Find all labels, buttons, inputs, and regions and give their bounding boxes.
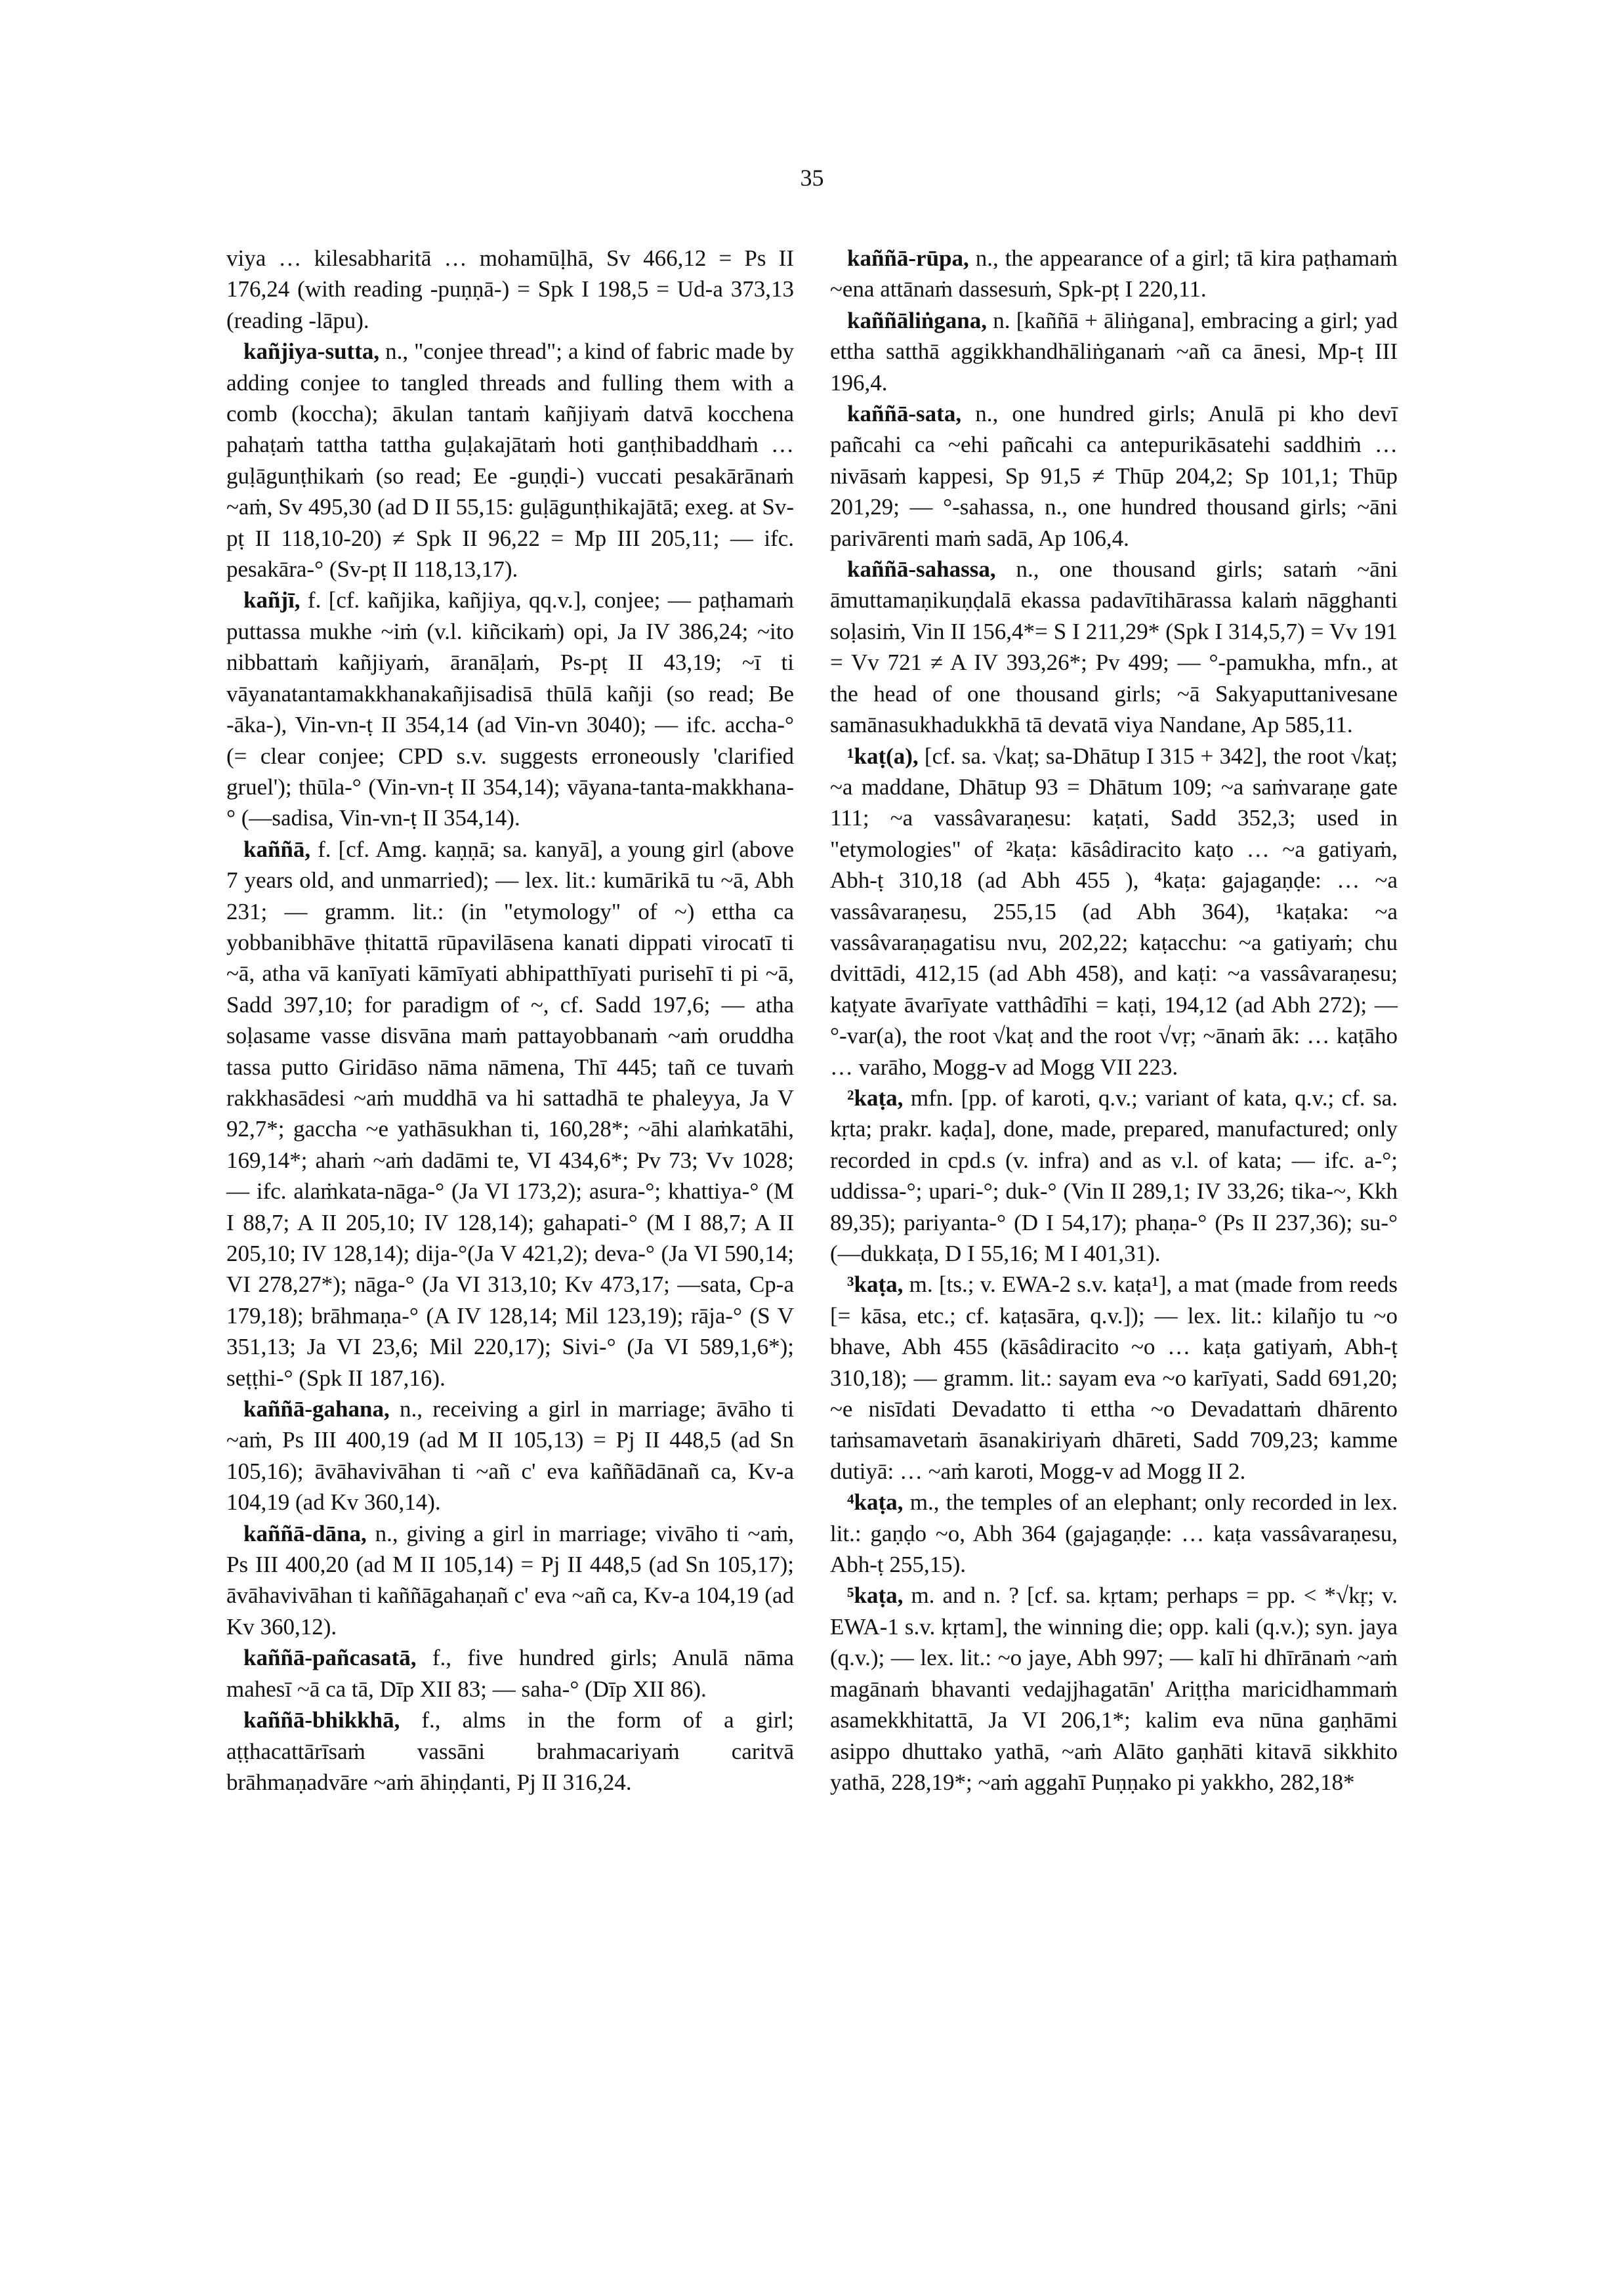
- entry-text: m. and n. ? [cf. sa. kṛtam; perhaps = pp. < *√kṛ; v. EWA-1 s.v. kṛtam], the winning die; opp. kali (q.v.); syn. jaya (q.v.); — lex. lit.: ~o jaye, Abh 997; — kalī hi dhīrānaṁ ~aṁ magānaṁ bhavanti vedajjhagatān' Ariṭṭha maricidhammaṁ asamekkhitattā, Ja VI 206,1*; kalim eva nūna gaṇhāmi asippo dhuttako yathā, ~aṁ Alāto gaṇhāti kitavā sikkhito yathā, 228,19*; ~aṁ aggahī Puṇṇako pi yakkho, 282,18*: [830, 1582, 1398, 1795]
- dictionary-entry: [830, 1487, 1398, 1580]
- entry-headword: ³kaṭa,: [847, 1272, 904, 1298]
- entry-text: n., one hundred girls; Anulā pi kho devī pañcahi ca ~ehi pañcahi ca antepurikāsatehi saddhiṁ … nivāsaṁ kappesi, Sp 91,5 ≠ Thūp 204,2; Sp 101,1; Thūp 201,29; — °-sahassa, n., one hundred thousand girls; ~āni parivārenti maṁ sadā, Ap 106,4.: [830, 401, 1398, 551]
- dictionary-entry: [830, 1083, 1398, 1269]
- entry-headword: ⁵kaṭa,: [847, 1582, 904, 1609]
- entry-headword: kaññā-sata,: [847, 401, 962, 427]
- dictionary-entry: [226, 1518, 794, 1643]
- left-column: [226, 243, 794, 1798]
- entry-headword: ⁴kaṭa,: [847, 1489, 904, 1516]
- dictionary-entry: [226, 1394, 794, 1518]
- entry-text: f. [cf. kañjika, kañjiya, qq.v.], conjee; — paṭhamaṁ puttassa mukhe ~iṁ (v.l. kiñcikaṁ) opi, Ja IV 386,24; ~ito nibbattaṁ kañjiyaṁ, āranāḷaṁ, Ps-pṭ II 43,19; ~ī ti vāyanatantamakkhanakañjisadisā thūlā kañji (so read; Be -āka-), Vin-vn-ṭ II 354,14 (ad Vin-vn 3040); — ifc. accha-° (= clear conjee; CPD s.v. suggests erroneously 'clarified gruel'); thūla-° (Vin-vn-ṭ II 354,14); vāyana-tanta-makkhana-° (—sadisa, Vin-vn-ṭ II 354,14).: [226, 587, 794, 831]
- dictionary-entry: [226, 336, 794, 585]
- entry-headword: kaññāliṅgana,: [847, 307, 988, 333]
- entry-text: n., "conjee thread"; a kind of fabric made by adding conjee to tangled threads and fulling them with a comb (koccha); ākulan tantaṁ kañjiyaṁ datvā kocchena pahaṭaṁ tattha tattha guḷakajātaṁ hoti ganṭhibaddhaṁ … guḷāgunṭhikaṁ (so read; Ee -guṇḍi-) vuccati pesakārānaṁ ~aṁ, Sv 495,30 (ad D II 55,15: guḷāgunṭhikajātā; exeg. at Sv-pṭ II 118,10-20) ≠ Spk II 96,22 = Mp III 205,11; — ifc. pesakāra-° (Sv-pṭ II 118,13,17).: [226, 339, 794, 583]
- dictionary-entry: [226, 585, 794, 833]
- entry-text: m., the temples of an elephant; only recorded in lex. lit.: gaṇḍo ~o, Abh 364 (gajagaṇḍe: … kaṭa vassâvaraṇesu, Abh-ṭ 255,15).: [830, 1489, 1398, 1578]
- entry-text: f., five hundred girls; Anulā nāma mahesī ~ā ca tā, Dīp XII 83; — saha-° (Dīp XII 86).: [226, 1645, 794, 1702]
- dictionary-entry: [226, 834, 794, 1394]
- entry-text: viya … kilesabharitā … mohamūḷhā, Sv 466,12 = Ps II 176,24 (with reading -puṇṇā-) = Spk I 198,5 = Ud-a 373,13 (reading -lāpu).: [226, 245, 794, 333]
- entry-text: n., one thousand girls; sataṁ ~āni āmuttamaṇikuṇḍalā ekassa padavītihārassa kalaṁ nāgghanti soḷasiṁ, Vin II 156,4*= S I 211,29* (Spk I 314,5,7) = Vv 191 = Vv 721 ≠ A IV 393,26*; Pv 499; — °-pamukha, mfn., at the head of one thousand girls; ~ā Sakyaputtanivesane samānasukhadukkhā tā devatā viya Nandane, Ap 585,11.: [830, 556, 1398, 738]
- entry-headword: kaññā-sahassa,: [847, 556, 996, 583]
- entry-text: n., the appearance of a girl; tā kira paṭhamaṁ ~ena attānaṁ dassesuṁ, Spk-pṭ I 220,11.: [830, 245, 1398, 302]
- entry-headword: kaññā-rūpa,: [847, 245, 969, 271]
- entry-text: mfn. [pp. of karoti, q.v.; variant of kata, q.v.; cf. sa. kṛta; prakr. kaḍa], done, made, prepared, manufactured; only recorded in cpd.s (v. infra) and as v.l. of kata; — ifc. a-°; uddissa-°; upari-°; duk-° (Vin II 289,1; IV 33,26; tika-~, Kkh 89,35); pariyanta-° (D I 54,17); phaṇa-° (Ps II 237,36); su-° (—dukkaṭa, D I 55,16; M I 401,31).: [830, 1085, 1398, 1266]
- dictionary-entry: [226, 1705, 794, 1798]
- dictionary-entry: [830, 1269, 1398, 1487]
- entry-text: n., receiving a girl in marriage; āvāho ti ~aṁ, Ps III 400,19 (ad M II 105,13) = Pj II 448,5 (ad Sn 105,16); āvāhavivāhan ti ~añ c' eva kaññādānañ ca, Kv-a 104,19 (ad Kv 360,14).: [226, 1396, 794, 1516]
- entry-headword: kañjī,: [243, 587, 301, 613]
- entry-headword: kaññā-gahana,: [243, 1396, 390, 1422]
- dictionary-entry: [226, 1642, 794, 1705]
- dictionary-entry: [830, 398, 1398, 554]
- entry-headword: kaññā-pañcasatā,: [243, 1645, 417, 1671]
- entry-text: n. [kaññā + āliṅgana], embracing a girl; yad ettha satthā aggikkhandhāliṅganaṁ ~añ ca ānesi, Mp-ṭ III 196,4.: [830, 307, 1398, 396]
- entry-text: m. [ts.; v. EWA-2 s.v. kaṭa¹], a mat (made from reeds [= kāsa, etc.; cf. kaṭasāra, q.v.]); — lex. lit.: kilañjo tu ~o bhave, Abh 455 (kāsâdiracito ~o … kaṭa gatiyaṁ, Abh-ṭ 310,18); — gramm. lit.: sayam eva ~o karīyati, Sadd 691,20; ~e nisīdati Devadatto ti ettha ~o Devadattaṁ dhārento taṁsamavetaṁ āsanakiriyaṁ dhāreti, Sadd 709,23; kamme dutiyā: … ~aṁ karoti, Mogg-v ad Mogg II 2.: [830, 1272, 1398, 1484]
- dictionary-entry: [830, 1580, 1398, 1798]
- entry-text: n., giving a girl in marriage; vivāho ti ~aṁ, Ps III 400,20 (ad M II 105,14) = Pj II 448,5 (ad Sn 105,17); āvāhavivāhan ti kaññāgahaṇañ c' eva ~añ ca, Kv-a 104,19 (ad Kv 360,12).: [226, 1520, 794, 1640]
- entry-headword: ²kaṭa,: [847, 1085, 904, 1111]
- entry-headword: ¹kaṭ(a),: [847, 743, 919, 769]
- page-number: 35: [800, 165, 824, 191]
- entry-text: f. [cf. Amg. kaṇṇā; sa. kanyā], a young girl (above 7 years old, and unmarried); — lex. lit.: kumārikā tu ~ā, Abh 231; — gramm. lit.: (in "etymology" of ~) ettha ca yobbanibhāve ṭhitattā rūpavilāsena kanati dippati virocatī ti ~ā, atha vā kanīyati kāmīyati abhipatthīyati purisehī ti pi ~ā, Sadd 397,10; for paradigm of ~, cf. Sadd 197,6; — atha soḷasame vasse disvāna maṁ pattayobbanaṁ ~aṁ oruddha tassa putto Giridāso nāma nāmena, Thī 445; tañ ce tuvaṁ rakkhasādesi ~aṁ muddhā va hi sattadhā te phaleyya, Ja V 92,7*; gaccha ~e yathāsukhan ti, 160,28*; ~āhi alaṁkatāhi, 169,14*; ahaṁ ~aṁ dadāmi te, VI 434,6*; Pv 73; Vv 1028; — ifc. alaṁkata-nāga-° (Ja VI 173,2); asura-°; khattiya-° (M I 88,7; A II 205,10; IV 128,14); gahapati-° (M I 88,7; A II 205,10; IV 128,14); dija-°(Ja V 421,2); deva-° (Ja VI 590,14; VI 278,27*); nāga-° (Ja VI 313,10; Kv 473,17; —sata, Cp-a 179,18); brāhmaṇa-° (A IV 128,14; Mil 123,19); rāja-° (S V 351,13; Ja VI 23,6; Mil 220,17); Sivi-° (Ja VI 589,1,6*); seṭṭhi-° (Spk II 187,16).: [226, 836, 794, 1391]
- right-column: [830, 243, 1398, 1798]
- dictionary-entry: [830, 741, 1398, 1083]
- dictionary-entry: [830, 554, 1398, 740]
- entry-headword: kaññā-dāna,: [243, 1520, 367, 1546]
- entry-text: f., alms in the form of a girl; aṭṭhacattārīsaṁ vassāni brahmacariyaṁ caritvā brāhmaṇadvāre ~aṁ āhiṇḍanti, Pj II 316,24.: [226, 1707, 794, 1795]
- entry-headword: kaññā,: [243, 836, 311, 862]
- entry-headword: kañjiya-sutta,: [243, 339, 380, 365]
- dictionary-entry: [226, 243, 794, 336]
- dictionary-entry: [830, 243, 1398, 305]
- dictionary-entry: [830, 305, 1398, 398]
- entry-headword: kaññā-bhikkhā,: [243, 1707, 400, 1733]
- entry-text: [cf. sa. √kaṭ; sa-Dhātup I 315 + 342], the root √kaṭ; ~a maddane, Dhātup 93 = Dhātum 109; ~a saṁvaraṇe gate 111; ~a vassâvaraṇesu: kaṭati, Sadd 352,3; used in "etymologies" of ²kaṭa: kāsâdiracito kaṭo … ~a gatiyaṁ, Abh-ṭ 310,18 (ad Abh 455 ), ⁴kaṭa: gajagaṇḍe: … ~a vassâvaraṇesu, 255,15 (ad Abh 364), ¹kaṭaka: ~a vassâvaraṇagatisu nvu, 202,22; kaṭacchu: ~a gatiyaṁ; chu dvittādi, 412,15 (ad Abh 458), and kaṭi: ~a vassâvaraṇesu; kaṭyate āvarīyate vatthâdīhi = kaṭi, 194,12 (ad Abh 272); — °-var(a), the root √kaṭ and the root √vṛ; ~ānaṁ āk: … kaṭāho … varāho, Mogg-v ad Mogg VII 223.: [830, 743, 1398, 1080]
